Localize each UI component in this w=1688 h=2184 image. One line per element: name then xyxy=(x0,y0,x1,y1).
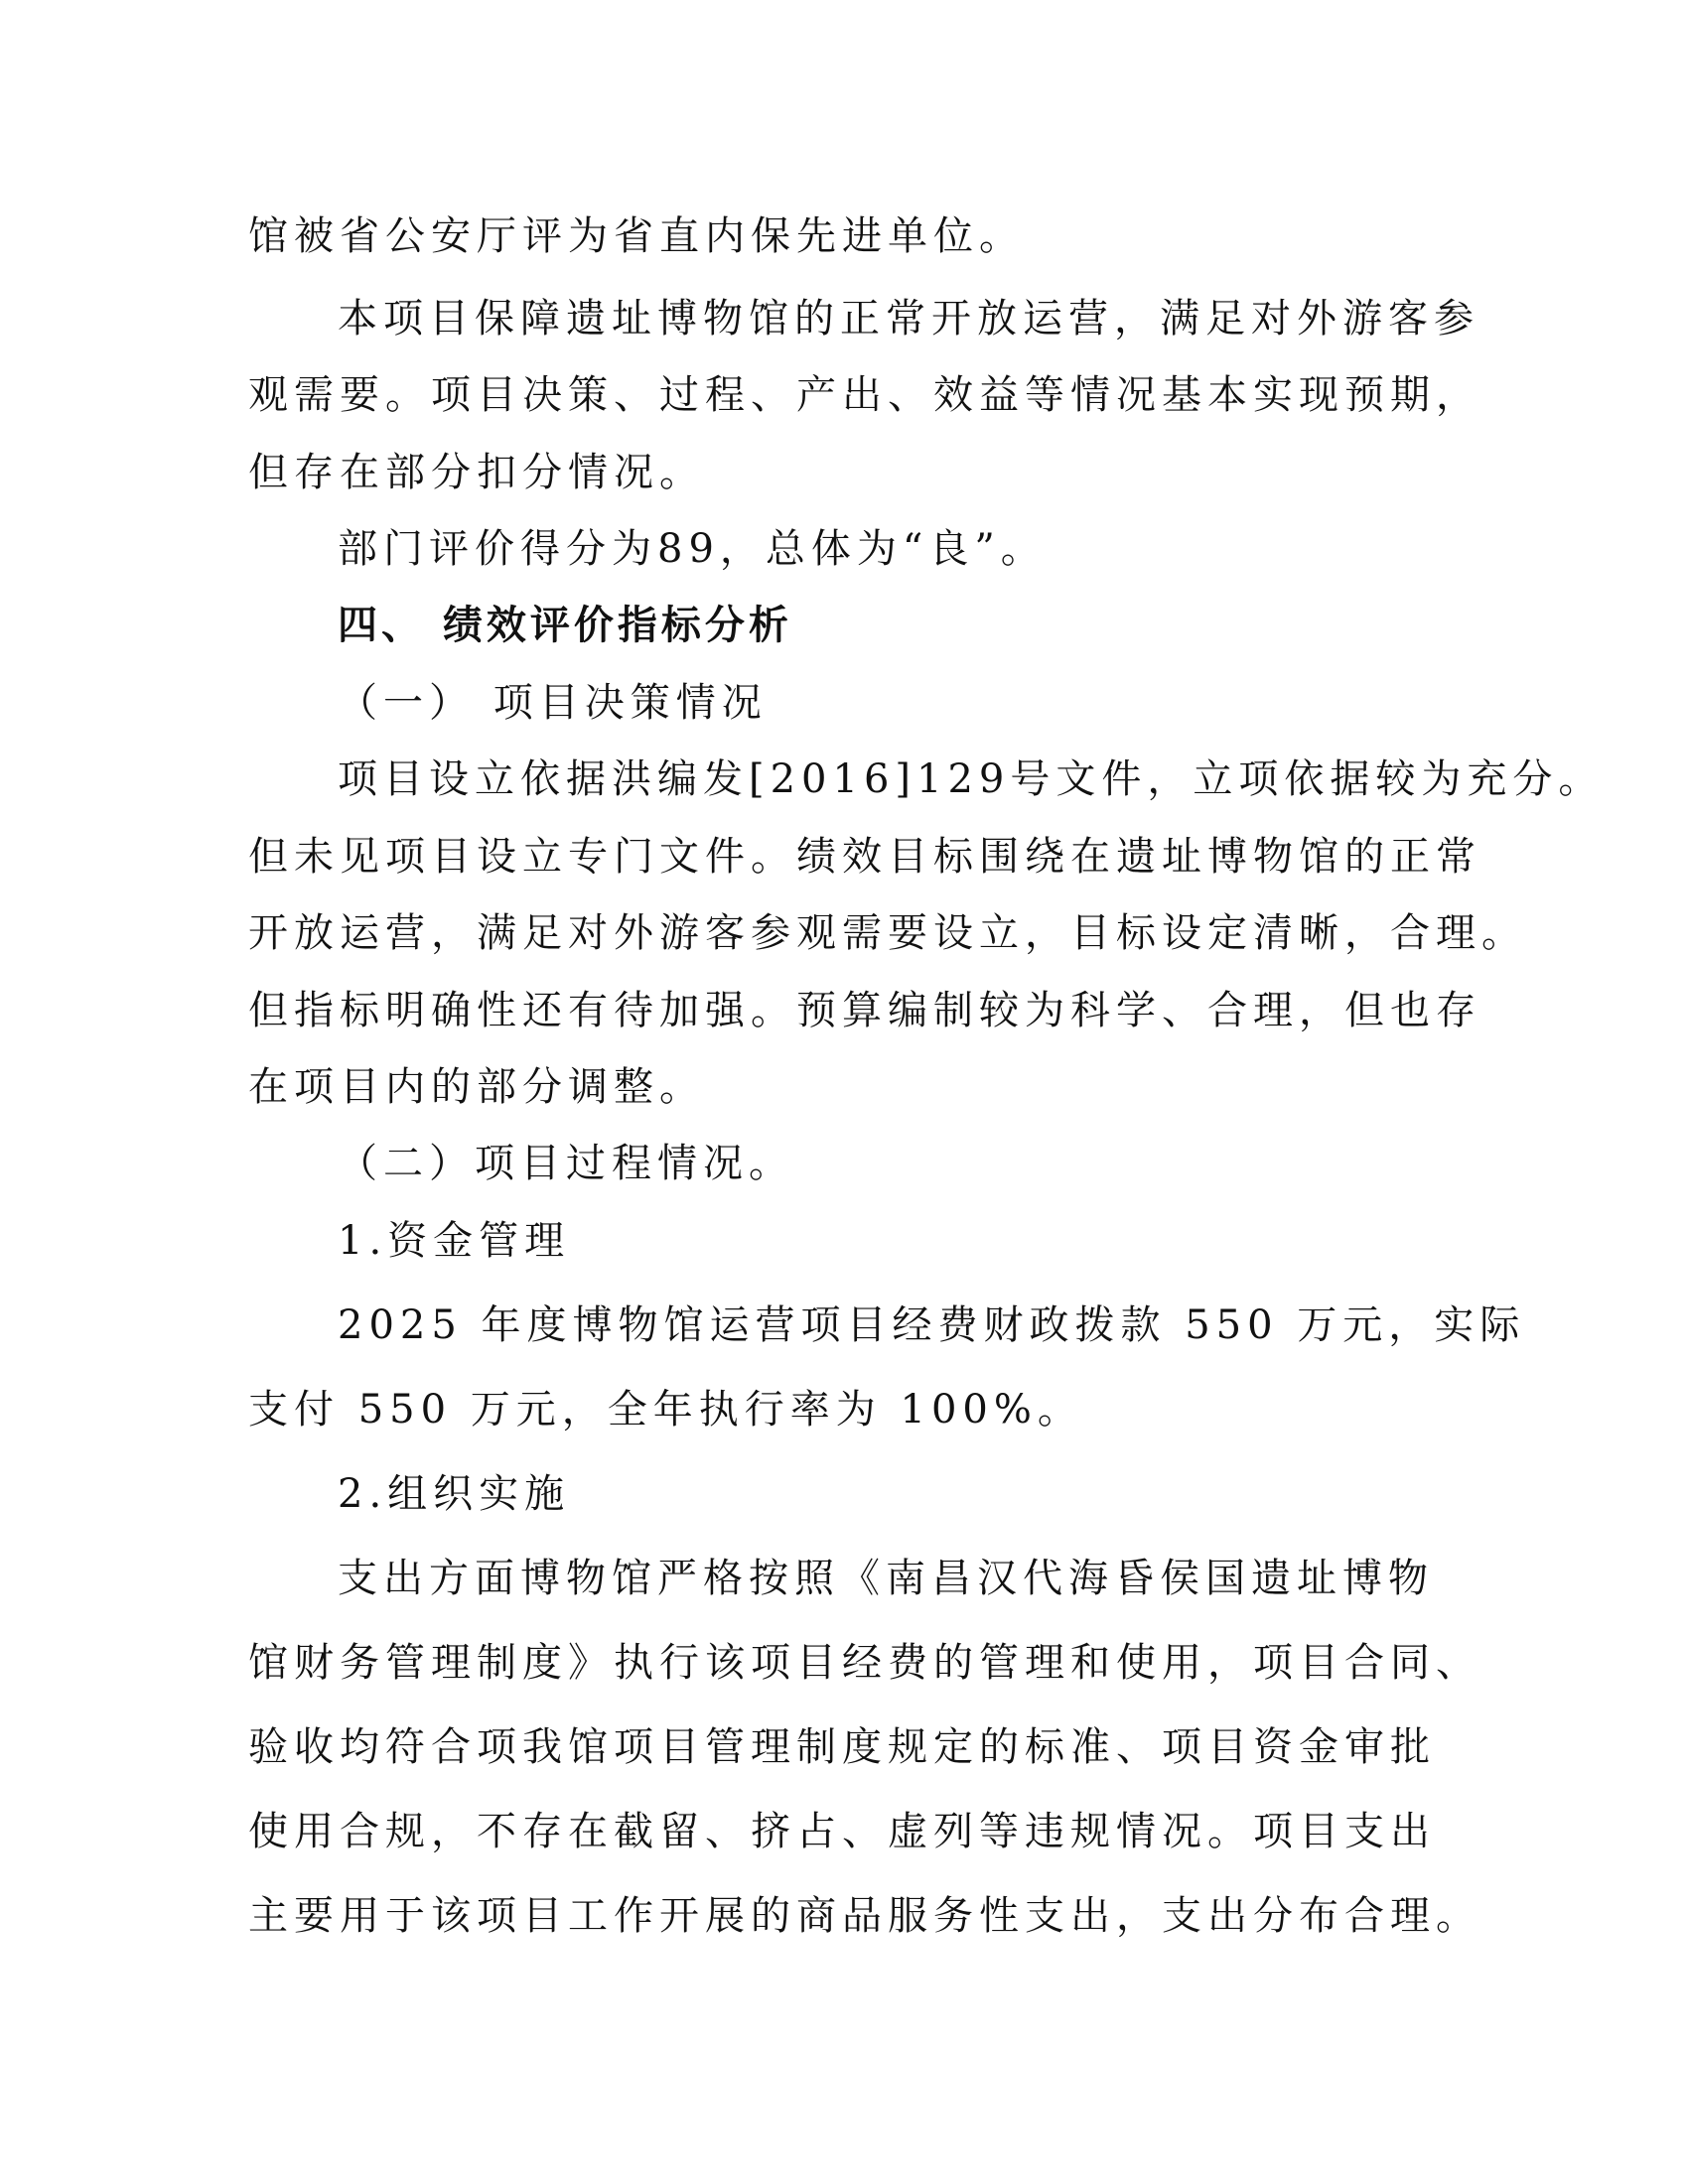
paragraph-line: 本项目保障遗址博物馆的正常开放运营，满足对外游客参 xyxy=(338,296,1479,341)
paragraph-line: 馆财务管理制度》执行该项目经费的管理和使用，项目合同、 xyxy=(248,1640,1481,1686)
paragraph-line: 验收均符合项我馆项目管理制度规定的标准、项目资金审批 xyxy=(248,1724,1436,1770)
paragraph-line: 主要用于该项目工作开展的商品服务性支出，支出分布合理。 xyxy=(248,1893,1481,1939)
paragraph-line: 使用合规，不存在截留、挤占、虚列等违规情况。项目支出 xyxy=(248,1809,1436,1854)
paragraph-line: 观需要。项目决策、过程、产出、效益等情况基本实现预期， xyxy=(248,372,1481,418)
paragraph-line: 支出方面博物馆严格按照《南昌汉代海昏侯国遗址博物 xyxy=(338,1556,1434,1601)
paragraph-line: 项目设立依据洪编发[2016]129号文件，立项依据较为充分。 xyxy=(338,756,1605,802)
evaluation-score-line: 部门评价得分为89，总体为“良”。 xyxy=(338,526,1047,572)
numbered-heading: 1.资金管理 xyxy=(338,1218,571,1264)
section-heading: 四、 绩效评价指标分析 xyxy=(338,603,792,648)
paragraph-line: 但未见项目设立专门文件。绩效目标围绕在遗址博物馆的正常 xyxy=(248,834,1481,880)
paragraph-line: 2025 年度博物馆运营项目经费财政拨款 550 万元，实际 xyxy=(338,1302,1526,1348)
paragraph-line: 支付 550 万元，全年执行率为 100%。 xyxy=(248,1387,1083,1433)
subsection-heading: （一） 项目决策情况 xyxy=(338,680,768,726)
paragraph-line: 但指标明确性还有待加强。预算编制较为科学、合理，但也存 xyxy=(248,988,1481,1033)
numbered-heading: 2.组织实施 xyxy=(338,1471,571,1517)
subsection-heading: （二）项目过程情况。 xyxy=(338,1141,794,1186)
paragraph-line: 开放运营，满足对外游客参观需要设立，目标设定清晰，合理。 xyxy=(248,910,1527,956)
paragraph-line: 在项目内的部分调整。 xyxy=(248,1064,705,1110)
paragraph-line: 但存在部分扣分情况。 xyxy=(248,450,705,495)
paragraph-line: 馆被省公安厅评为省直内保先进单位。 xyxy=(248,213,1025,259)
